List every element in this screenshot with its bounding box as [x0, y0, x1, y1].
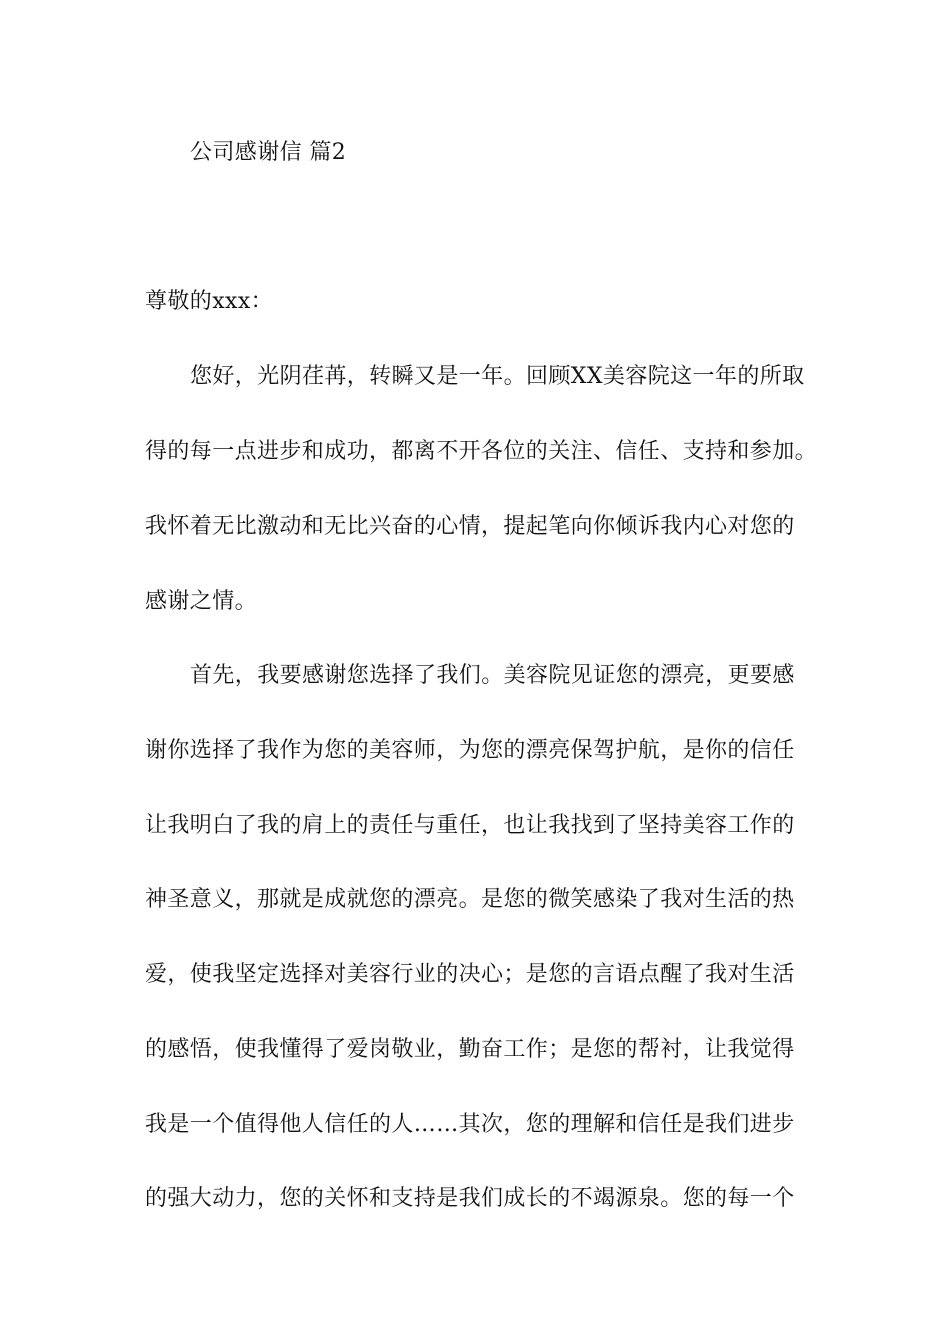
document-title: 公司感谢信 篇2	[190, 140, 347, 165]
body-line: 感谢之情。	[145, 589, 258, 614]
body-line: 让我明白了我的肩上的责任与重任，也让我找到了坚持美容工作的	[145, 813, 795, 838]
body-line: 首先，我要感谢您选择了我们。美容院见证您的漂亮，更要感	[190, 663, 795, 688]
salutation: 尊敬的xxx：	[145, 289, 274, 314]
body-line: 得的每一点进步和成功，都离不开各位的关注、信任、支持和参加。	[145, 439, 818, 464]
body-line: 我是一个值得他人信任的人……其次，您的理解和信任是我们进步	[145, 1112, 795, 1137]
body-line: 神圣意义，那就是成就您的漂亮。是您的微笑感染了我对生活的热	[145, 887, 795, 912]
body-line: 您好，光阴荏苒，转瞬又是一年。回顾XX美容院这一年的所取	[190, 364, 805, 389]
body-line: 谢你选择了我作为您的美容师，为您的漂亮保驾护航，是你的信任	[145, 738, 795, 763]
body-line: 的感悟，使我懂得了爱岗敬业，勤奋工作；是您的帮衬，让我觉得	[145, 1037, 795, 1062]
body-line: 我怀着无比激动和无比兴奋的心情，提起笔向你倾诉我内心对您的	[145, 514, 795, 539]
body-line: 的强大动力，您的关怀和支持是我们成长的不竭源泉。您的每一个	[145, 1186, 795, 1211]
body-line: 爱，使我坚定选择对美容行业的决心；是您的言语点醒了我对生活	[145, 962, 795, 987]
